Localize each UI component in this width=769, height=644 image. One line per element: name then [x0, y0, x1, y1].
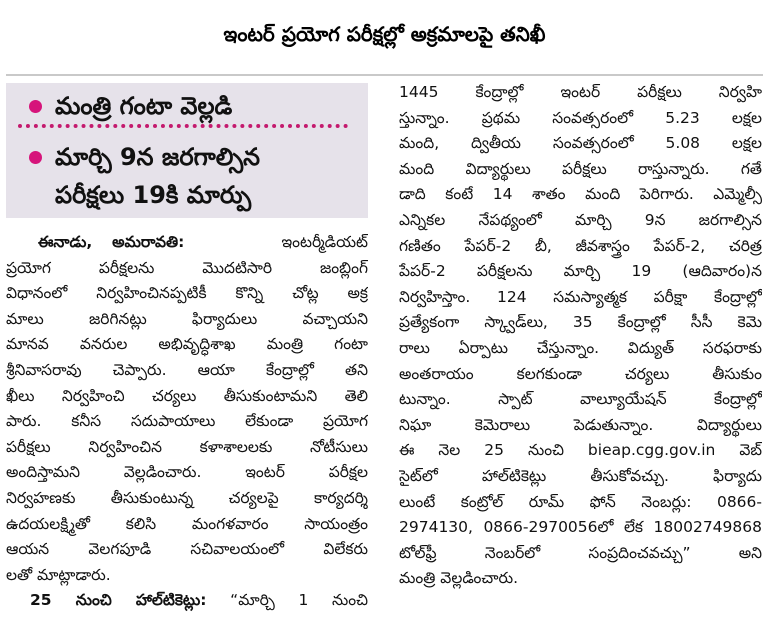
article-line: ఆయన వెలగపూడి సచివాలయంలో విలేకరు — [6, 540, 368, 559]
article-line: ఉదయలక్ష్మితో కలిసి మంగళవారం సాయంత్రం — [6, 514, 368, 533]
article-line: నిర్వహిస్తాం. 124 సమస్యాత్మక పరీక్షా కేంద్రాల్లో — [399, 287, 762, 306]
article-line: 2974130, 0866-2970056లో లేక 18002749868 — [399, 518, 762, 537]
headline: ఇంటర్ ప్రయోగ పరీక్షల్లో అక్రమాలపై తనిఖీ — [223, 21, 546, 46]
bullet-icon — [29, 151, 42, 164]
article-line — [6, 230, 368, 256]
article-line: పరీక్షలు నిర్వహించిన కళాశాలలకు నోటీసులు — [6, 437, 368, 456]
article-line: మానవ వనరుల అభివృద్ధిశాఖ మంత్రి గంటా — [6, 335, 368, 354]
article-line: టున్నాం. స్పాట్ వాల్యూయేషన్ కేంద్రాల్లో — [399, 390, 762, 409]
subhead-bullet-2 — [16, 138, 260, 176]
subhead-bullet-1 — [16, 87, 232, 125]
article-line: మంది విద్యార్థులు పరీక్షలు రాస్తున్నారు. గతే — [399, 159, 762, 178]
article-line: పారు. కనీస సదుపాయాలు లేకుండా ప్రయోగ — [6, 412, 368, 431]
article-line: మాలు జరిగినట్లు ఫిర్యాదులు వచ్చాయని — [6, 309, 368, 328]
article-line: లుంటే కంట్రోల్ రూమ్ ఫోన్ నెంబర్లు: 0866- — [399, 492, 762, 511]
subhead-text: మార్చి 9న జరగాల్సిన — [55, 143, 260, 171]
divider — [6, 74, 763, 76]
article-line: ఎన్నికల నేపథ్యంలో మార్చి 9న జరగాల్సిన — [399, 210, 762, 229]
article-line: అంతరాయం కలగకుండా చర్యలు తీసుకుం — [399, 364, 762, 383]
article-line: శ్రీనివాసరావు చెప్పారు. ఆయా కేంద్రాల్లో తని — [6, 360, 368, 379]
article-line: ఈ నెల 25 నుంచి bieap.cgg.gov.in వెబ్ — [399, 441, 762, 460]
article-line: స్తున్నాం. ప్రథమ సంవత్సరంలో 5.23 లక్షల — [399, 108, 762, 127]
article-line: ప్రత్యేకంగా స్క్వాడ్‌లు, 35 కేంద్రాల్లో సీసీ కెమె — [399, 313, 762, 332]
article-line: టోల్‌ఫ్రీ నెంబర్‌లో సంప్రదించవచ్చు” అని — [399, 543, 762, 562]
dotted-divider — [18, 124, 348, 128]
article-line: పేపర్-2 పరీక్షలను మార్చి 19 (ఆదివారం)న — [399, 262, 762, 281]
article-line: మంది, ద్వితీయ సంవత్సరంలో 5.08 లక్షల — [399, 134, 762, 153]
left-column — [6, 230, 368, 614]
article-line: నిఘా కెమెరాలు పెడుతున్నాం. విద్యార్థులు — [399, 415, 762, 434]
bullet-icon — [29, 100, 42, 113]
article-line: ఖీలు నిర్వహించి చర్యలు తీసుకుంటామని తెలి — [6, 386, 368, 405]
subhead-text: మంత్రి గంటా వెల్లడి — [55, 92, 233, 120]
article-line: నిర్వహణకు తీసుకుంటున్న చర్యలపై కార్యదర్శి — [6, 488, 368, 507]
right-column — [399, 80, 762, 592]
article-line: మంత్రి వెల్లడించారు. — [399, 569, 518, 588]
article-text: “మార్చి 1 నుంచి — [230, 591, 368, 610]
article-line: ప్రయోగ పరీక్షలను మొదటిసారి జంబ్లింగ్ — [6, 258, 368, 277]
article-text: ఇంటర్మీడియట్ — [281, 233, 368, 251]
article-line: అందిస్తామని వెల్లడించారు. ఇంటర్ పరీక్షల — [6, 463, 368, 482]
article-line: గణితం పేపర్-2 బీ, జీవశాస్త్రం పేపర్-2, చరిత్ర — [399, 236, 762, 255]
subhead-bullet-2-cont — [55, 176, 251, 214]
subtitle: 25 నుంచి హాల్‌టికెట్లు: — [30, 591, 207, 610]
article-line: సైట్‌లో హాల్‌టికెట్లు తీసుకోవచ్చు. ఫిర్యాదు — [399, 466, 762, 485]
article-line — [6, 588, 368, 614]
article-line: లతో మాట్లాడారు. — [6, 565, 111, 584]
dateline: ఈనాడు, అమరావతి: — [38, 233, 185, 251]
article-line: రాలు ఏర్పాటు చేస్తున్నాం. విద్యుత్ సరఫరాకు — [399, 338, 762, 357]
article-line: డాది కంటే 14 శాతం మంది పెరిగారు. ఎమ్మెల్సీ — [399, 185, 762, 204]
article-line: విధానంలో నిర్వహించినప్పటికీ కొన్ని చోట్ల అక్ర — [6, 284, 368, 303]
article-line: 1445 కేంద్రాల్లో ఇంటర్ పరీక్షలు నిర్వహి — [399, 83, 762, 101]
subhead-text: పరీక్షలు 19కి మార్పు — [55, 181, 252, 209]
